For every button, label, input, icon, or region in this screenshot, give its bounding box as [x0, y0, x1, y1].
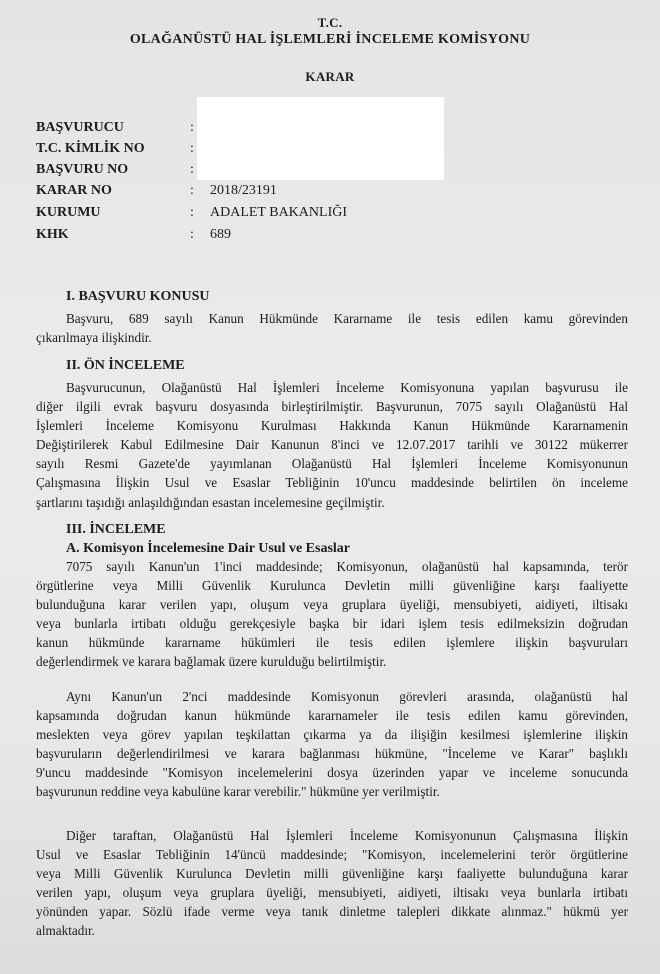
text-line: Değiştirilerek Kabul Edilmesine Dair Kanunun 8'inci ve 12.07.2017 tarihli ve 30122 mükerrer — [36, 437, 628, 453]
text-line: kapsamında doğrudan kanun hükmünde kararnameler ile tesis edilen kamu görevinden, — [36, 708, 628, 724]
section-2-paragraph — [36, 378, 628, 512]
field-label: BAŞVURU NO — [36, 162, 129, 177]
field-colon: : — [190, 120, 194, 135]
field-value: 689 — [210, 227, 231, 242]
text-line: Başvuru, 689 sayılı Kanun Hükmünde Kararname ile tesis edilen kamu görevinden — [66, 311, 628, 326]
paragraph-2 — [36, 687, 628, 802]
field-label: BAŞVURUCU — [36, 120, 124, 135]
field-colon: : — [190, 162, 194, 177]
field-value: 2018/23191 — [210, 183, 277, 198]
text-line: başvurunun reddine veya kabulüne karar verebilir." hükmüne yer verilmiştir. — [36, 784, 440, 800]
document-type-title: KARAR — [305, 69, 355, 84]
text-line: değerlendirmek ve karara bağlamak üzere kurulduğu belirtilmiştir. — [36, 654, 387, 670]
text-line: veya bunlarla irtibatı olduğu gerekçesiyle başka bir idari işlem tesis edilmeksizin doğrudan — [36, 616, 628, 632]
text-line: veya Milli Güvenlik Kurulunca Devletin milli güvenliğine karşı faaliyette bulunduğuna karar — [36, 866, 628, 882]
section-1-paragraph — [36, 309, 628, 347]
text-line: çıkarılmaya ilişkindir. — [36, 330, 152, 346]
text-line: almaktadır. — [36, 923, 95, 939]
field-colon: : — [190, 205, 194, 220]
field-colon: : — [190, 141, 194, 156]
section-1-heading: I. BAŞVURU KONUSU — [66, 289, 210, 304]
commission-title: OLAĞANÜSTÜ HAL İŞLEMLERİ İNCELEME KOMİSYONU — [129, 32, 531, 47]
text-line: verilen yapı, oluşum veya gruplara üyeliği, mensubiyeti, aidiyeti, iltisakı veya bunlarla irtibatı — [36, 885, 628, 901]
text-line: kanun hükmünde kararname hükümleri ile tesis edilen işlemlere ilişkin başvuruları — [36, 635, 628, 651]
text-line: diğer ilgili evrak başvuru dosyasında birleştirilmiştir. Başvurunun, 7075 sayılı Olağanüstü Hal — [36, 399, 628, 415]
text-line: İşlemleri İnceleme Komisyonu Kurulması Hakkında Kanun Hükmünde Kararnamenin — [36, 418, 628, 434]
field-label: T.C. KİMLİK NO — [36, 141, 145, 156]
text-line: Aynı Kanun'un 2'nci maddesinde Komisyonun görevleri arasında, olağanüstü hal — [66, 689, 628, 704]
text-line: bulunduğuna karar verilen yapı, oluşum veya gruplara üyeliği, mensubiyeti, aidiyeti, iltisakı — [36, 597, 628, 613]
text-line: örgütlerine veya Milli Güvenlik Kurulunca Devletin milli güvenliğine karşı faaliyette — [36, 578, 628, 594]
field-label: KHK — [36, 227, 69, 242]
field-label: KURUMU — [36, 205, 101, 220]
header-tc: T.C. — [317, 15, 343, 30]
text-line: yönünden yapar. Sözlü ifade verme veya tanık dinletme talepleri dikkate alınmaz." hükmü yer — [36, 904, 628, 920]
text-line: Çalışmasına İlişkin Usul ve Esaslar Tebliğinin 10'uncu maddesinde belirtilen ön inceleme — [36, 475, 628, 491]
field-colon: : — [190, 227, 194, 242]
redaction-block — [197, 97, 444, 180]
text-line: 9'uncu maddesinde "Komisyon incelemelerini dosya üzerinden yapar ve inceleme sonucunda — [36, 765, 628, 781]
text-line: 7075 sayılı Kanun'un 1'inci maddesinde; Komisyonun, olağanüstü hal kapsamında, terör — [66, 559, 628, 574]
text-line: Başvurucunun, Olağanüstü Hal İşlemleri İnceleme Komisyonuna yapılan başvurusu ile — [66, 380, 628, 395]
text-line: başvuruların değerlendirilmesi ve karara bağlanması hükmüne, "İnceleme ve Karar" başlıklı — [36, 746, 628, 762]
section-2-heading: II. ÖN İNCELEME — [66, 358, 185, 373]
paragraph-1 — [36, 557, 628, 672]
subsection-a-heading: A. Komisyon İncelemesine Dair Usul ve Esaslar — [66, 541, 351, 556]
text-line: meslekten veya görev yapılan teşkilattan çıkarma ya da ilişiğin kesilmesi işlemlerine ilişkin — [36, 727, 628, 743]
text-line: Usul ve Esaslar Tebliğinin 14'üncü maddesinde; "Komisyon, incelemelerini terör örgütlerine — [36, 847, 628, 863]
field-label: KARAR NO — [36, 183, 112, 198]
paragraph-3 — [36, 826, 628, 941]
section-3-heading: III. İNCELEME — [66, 522, 166, 537]
field-colon: : — [190, 183, 194, 198]
text-line: Diğer taraftan, Olağanüstü Hal İşlemleri İnceleme Komisyonunun Çalışmasına İlişkin — [66, 828, 628, 843]
text-line: şartlarını taşıdığı anlaşıldığından esastan incelemesine geçilmiştir. — [36, 494, 385, 510]
field-value: ADALET BAKANLIĞI — [210, 205, 347, 220]
text-line: sayılı Resmi Gazete'de yayımlanan Olağanüstü Hal İşlemleri İnceleme Komisyonunun — [36, 456, 628, 472]
